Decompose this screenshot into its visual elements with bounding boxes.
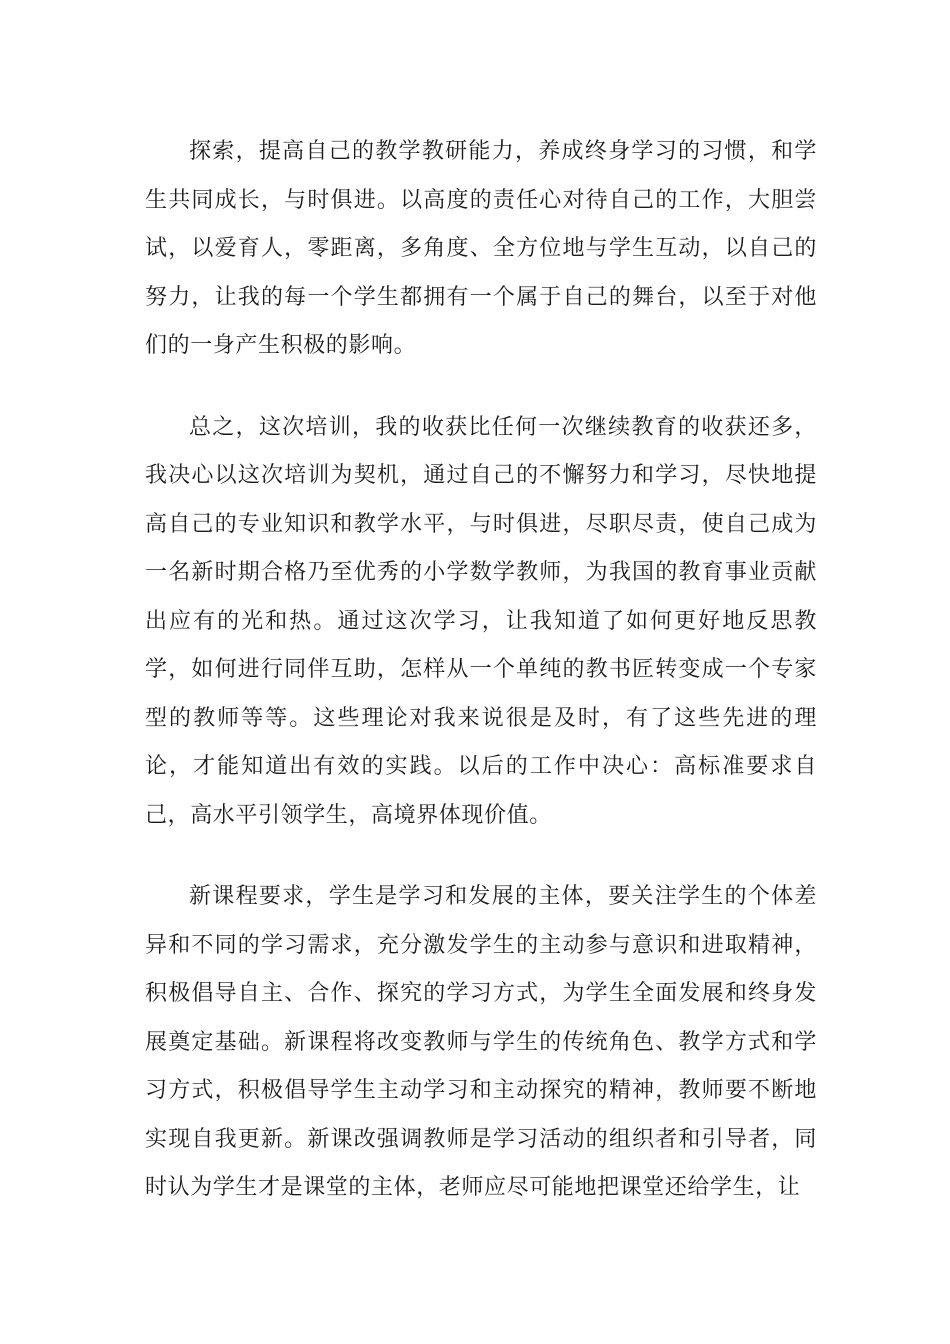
paragraph-3: 新课程要求，学生是学习和发展的主体，要关注学生的个体差异和不同的学习需求，充分激发学生的主动参与意识和进取精神，积极倡导自主、合作、探究的学习方式，为学生全面发展和终身发展奠定基础。新课程将改变教师与学生的传统角色、教学方式和学习方式，积极倡导学生主动学习和主动探究的精神，教师要不断地实现自我更新。新课改强调教师是学习活动的组织者和引导者，同时认为学生才是课堂的主体，老师应尽可能地把课堂还给学生，让 [145,884,817,1200]
paragraph-1: 探索，提高自己的教学教研能力，养成终身学习的习惯，和学生共同成长，与时俱进。以高度的责任心对待自己的工作，大胆尝试，以爱育人，零距离，多角度、全方位地与学生互动，以自己的努力，让我的每一个学生都拥有一个属于自己的舞台，以至于对他们的一身产生积极的影响。 [145,139,817,358]
document-body [145,128,817,1213]
paragraph-2: 总之，这次培训，我的收获比任何一次继续教育的收获还多，我决心以这次培训为契机，通过自己的不懈努力和学习，尽快地提高自己的专业知识和教学水平，与时俱进，尽职尽责，使自己成为一名新时期合格乃至优秀的小学数学教师，为我国的教育事业贡献出应有的光和热。通过这次学习，让我知道了如何更好地反思教学，如何进行同伴互助，怎样从一个单纯的教书匠转变成一个专家型的教师等等。这些理论对我来说很是及时，有了这些先进的理论，才能知道出有效的实践。以后的工作中决心：高标准要求自己，高水平引领学生，高境界体现价值。 [145,414,817,828]
